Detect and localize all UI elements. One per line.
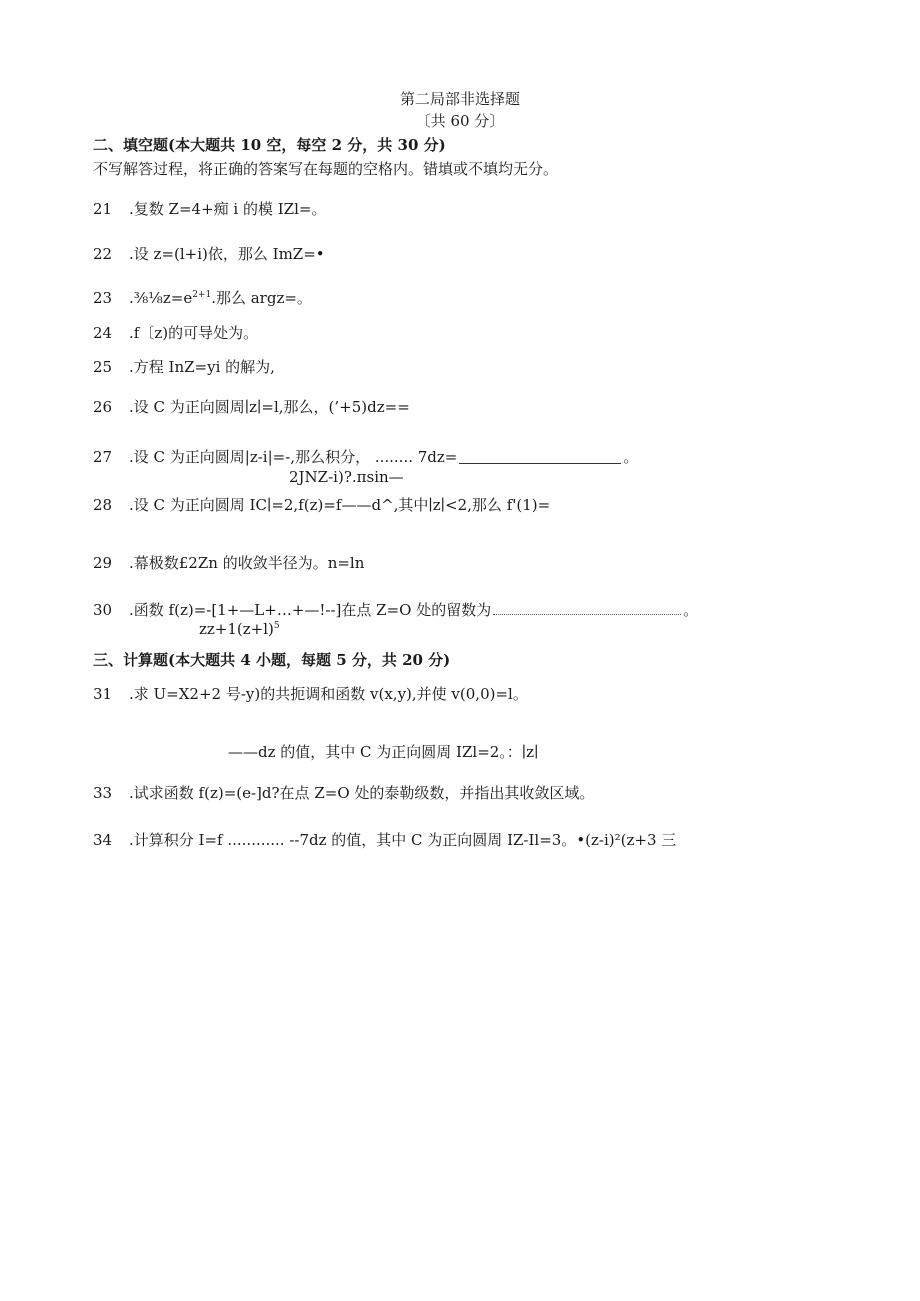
- part-title: 第二局部非选择题: [399, 90, 520, 108]
- answer-blank: [459, 449, 621, 464]
- part-score: 〔共 60 分〕: [415, 112, 505, 130]
- question-text: .设 C 为正向圆周 IC∣=2,f(z)=f——d^,其中∣z∣<2,那么 f'(1)=: [129, 496, 551, 514]
- question-number: 30: [93, 601, 113, 619]
- question-number: 31: [93, 685, 113, 703]
- question-text-post: .那么 argz=。: [211, 289, 312, 307]
- question-text: .幕极数£2Zn 的收敛半径为。n=ln: [129, 554, 365, 572]
- question-33: [93, 784, 594, 802]
- question-text: .试求函数 f(z)=(e-]d?在点 Z=O 处的泰勒级数，并指出其收敛区域。: [129, 784, 595, 802]
- question-number: 26: [93, 398, 113, 416]
- question-34: [93, 831, 676, 849]
- question-32: [228, 743, 538, 761]
- question-text: .方程 InZ=yi 的解为,: [129, 358, 275, 376]
- question-30-subline: [199, 620, 280, 638]
- question-tail: 。: [683, 601, 699, 619]
- question-text-pre: .⅜⅛z=e: [129, 289, 193, 307]
- question-number: 25: [93, 358, 113, 376]
- section2-instruction: 不写解答过程，将正确的答案写在每题的空格内。错填或不填均无分。: [93, 160, 559, 178]
- question-28: [93, 496, 550, 514]
- exponent: 5: [273, 621, 280, 631]
- question-24: [93, 324, 258, 342]
- question-21: [93, 200, 326, 218]
- question-number: 34: [93, 831, 113, 849]
- question-text: .设 z=(l+i)依，那么 ImZ=•: [129, 245, 325, 263]
- answer-blank: [493, 602, 681, 615]
- question-number: 24: [93, 324, 113, 342]
- question-text: ——dz 的值，其中 C 为正向圆周 IZl=2。：∣z∣: [228, 743, 539, 761]
- question-number: 21: [93, 200, 113, 218]
- question-text: .设 C 为正向圆周|z-i|=-,那么积分， ........ 7dz=: [129, 448, 458, 466]
- section3-heading: 三、计算题(本大题共 4 小题，每题 5 分，共 20 分): [93, 651, 451, 669]
- question-22: [93, 245, 325, 263]
- section2-heading: 二、填空题(本大题共 10 空，每空 2 分，共 30 分): [93, 136, 446, 154]
- question-number: 22: [93, 245, 113, 263]
- question-text: .f〔z)的可导处为。: [129, 324, 259, 342]
- subline-text: zz+1(z+l): [199, 620, 274, 638]
- question-text: .复数 Z=4+痴 i 的模 IZl=。: [129, 200, 327, 218]
- question-text: .设 C 为正向圆周∣z∣=l,那么，(’+5)dz==: [129, 398, 410, 416]
- question-number: 23: [93, 289, 113, 307]
- question-text: .求 U=X2+2 号-y)的共扼调和函数 v(x,y),并使 v(0,0)=l。: [129, 685, 528, 703]
- question-number: 27: [93, 448, 113, 466]
- question-number: 33: [93, 784, 113, 802]
- question-text: .计算积分 I=f ............ --7dz 的值，其中 C 为正向圆周 IZ-Il=3。•(z-i)²(z+3 三: [129, 831, 677, 849]
- question-text: .函数 f(z)=-[1+—L+…+—!--]在点 Z=O 处的留数为: [129, 601, 492, 619]
- question-25: [93, 358, 275, 376]
- question-31: [93, 685, 528, 703]
- question-number: 29: [93, 554, 113, 572]
- question-26: [93, 398, 410, 416]
- question-number: 28: [93, 496, 113, 514]
- question-30: [93, 601, 698, 619]
- exponent: 2+1: [192, 290, 212, 300]
- question-tail: 。: [623, 448, 639, 466]
- question-27: [93, 448, 638, 466]
- question-23: [93, 289, 312, 307]
- question-27-subline: 2JNZ-i)?.πsin—: [289, 468, 404, 486]
- question-29: [93, 554, 364, 572]
